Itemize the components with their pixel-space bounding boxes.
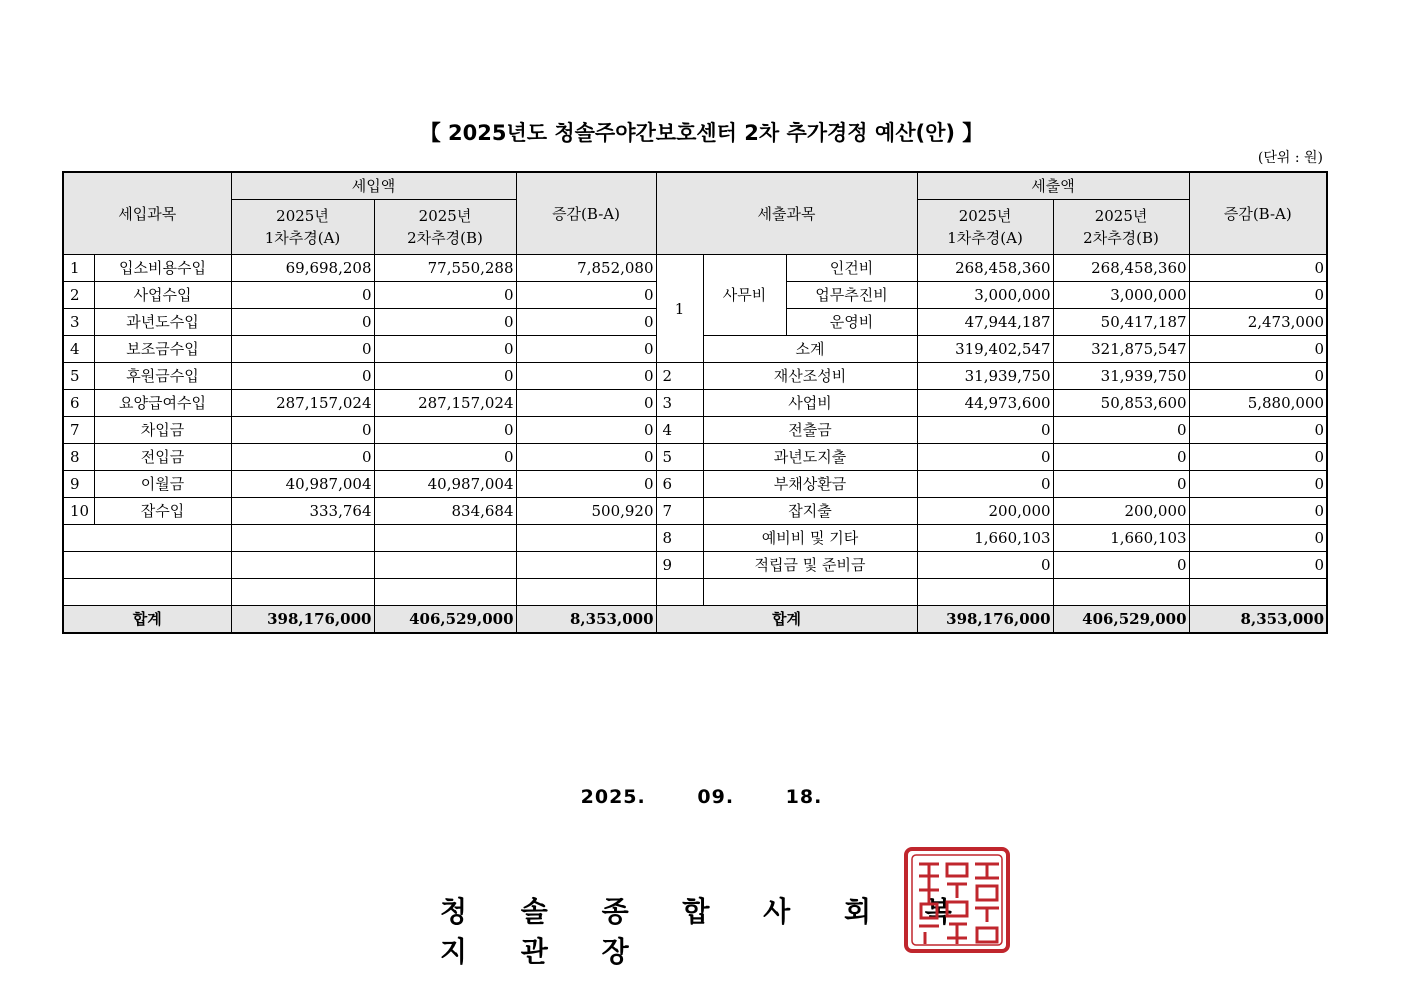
exp-office-no: 1 — [656, 255, 703, 363]
col-b-label: 2차추경(B) — [407, 229, 483, 247]
exp-name: 사업비 — [703, 390, 917, 417]
exp-item-name: 운영비 — [786, 309, 917, 336]
exp-a: 0 — [917, 471, 1053, 498]
rev-b: 0 — [374, 444, 516, 471]
official-seal-icon — [903, 846, 1011, 954]
rev-b: 0 — [374, 363, 516, 390]
rev-a: 0 — [231, 336, 374, 363]
rev-no: 8 — [63, 444, 94, 471]
exp-b: 200,000 — [1053, 498, 1189, 525]
rev-total-a: 398,176,000 — [231, 606, 374, 634]
exp-no: 2 — [656, 363, 703, 390]
col-a-label: 1차추경(A) — [947, 229, 1023, 247]
rev-total-diff: 8,353,000 — [516, 606, 656, 634]
rev-diff: 500,920 — [516, 498, 656, 525]
rev-a: 69,698,208 — [231, 255, 374, 282]
empty-cell — [231, 579, 374, 606]
exp-b: 31,939,750 — [1053, 363, 1189, 390]
rev-total-label: 합계 — [63, 606, 231, 634]
rev-total-b: 406,529,000 — [374, 606, 516, 634]
exp-diff: 0 — [1189, 282, 1327, 309]
header-rev-col-b — [374, 200, 516, 255]
empty-cell — [516, 525, 656, 552]
rev-b: 77,550,288 — [374, 255, 516, 282]
rev-name: 전입금 — [94, 444, 231, 471]
exp-a: 3,000,000 — [917, 282, 1053, 309]
exp-name: 잡지출 — [703, 498, 917, 525]
total-row — [63, 606, 1327, 634]
rev-no: 3 — [63, 309, 94, 336]
rev-b: 0 — [374, 282, 516, 309]
empty-cell — [516, 552, 656, 579]
rev-no: 4 — [63, 336, 94, 363]
exp-b: 50,417,187 — [1053, 309, 1189, 336]
empty-cell — [374, 525, 516, 552]
header-exp-subject: 세출과목 — [656, 172, 917, 255]
header-exp-col-b — [1053, 200, 1189, 255]
exp-name: 부채상환금 — [703, 471, 917, 498]
exp-no: 7 — [656, 498, 703, 525]
table-row — [63, 552, 1327, 579]
date-year: 2025. — [580, 786, 646, 808]
exp-no: 3 — [656, 390, 703, 417]
table-row — [63, 363, 1327, 390]
document-title: 【 2025년도 청솔주야간보호센터 2차 추가경정 예산(안) 】 — [419, 121, 984, 145]
rev-b: 0 — [374, 309, 516, 336]
header-rev-diff: 증감(B-A) — [516, 172, 656, 255]
rev-name: 보조금수입 — [94, 336, 231, 363]
rev-b: 40,987,004 — [374, 471, 516, 498]
rev-name: 이월금 — [94, 471, 231, 498]
col-a-label: 1차추경(A) — [264, 229, 341, 247]
exp-diff: 0 — [1189, 417, 1327, 444]
exp-no: 8 — [656, 525, 703, 552]
exp-office-label: 사무비 — [703, 255, 786, 336]
exp-diff: 0 — [1189, 471, 1327, 498]
rev-b: 287,157,024 — [374, 390, 516, 417]
exp-diff: 0 — [1189, 498, 1327, 525]
exp-subtotal-label: 소계 — [703, 336, 917, 363]
signature-line: 청 솔 종 합 사 회 복 지 관 장 — [440, 895, 974, 968]
rev-no: 1 — [63, 255, 94, 282]
exp-b: 268,458,360 — [1053, 255, 1189, 282]
exp-b: 0 — [1053, 444, 1189, 471]
rev-diff: 0 — [516, 363, 656, 390]
header-exp-diff: 증감(B-A) — [1189, 172, 1327, 255]
rev-name: 요양급여수입 — [94, 390, 231, 417]
exp-name: 재산조성비 — [703, 363, 917, 390]
table-row — [63, 579, 1327, 606]
rev-no: 10 — [63, 498, 94, 525]
exp-a: 47,944,187 — [917, 309, 1053, 336]
empty-cell — [703, 579, 917, 606]
exp-b: 0 — [1053, 417, 1189, 444]
header-rev-amount: 세입액 — [231, 172, 516, 200]
rev-b: 834,684 — [374, 498, 516, 525]
exp-name: 적립금 및 준비금 — [703, 552, 917, 579]
header-rev-col-a — [231, 200, 374, 255]
exp-a: 0 — [917, 417, 1053, 444]
exp-b: 0 — [1053, 552, 1189, 579]
empty-cell — [1053, 579, 1189, 606]
rev-a: 287,157,024 — [231, 390, 374, 417]
rev-diff: 0 — [516, 417, 656, 444]
rev-name: 사업수입 — [94, 282, 231, 309]
exp-a: 0 — [917, 552, 1053, 579]
exp-b: 3,000,000 — [1053, 282, 1189, 309]
rev-b: 0 — [374, 336, 516, 363]
table-row — [63, 498, 1327, 525]
exp-total-diff: 8,353,000 — [1189, 606, 1327, 634]
table-row — [63, 255, 1327, 282]
col-a-year: 2025년 — [958, 207, 1012, 225]
rev-diff: 0 — [516, 471, 656, 498]
table-row — [63, 444, 1327, 471]
empty-cell — [63, 579, 231, 606]
rev-a: 40,987,004 — [231, 471, 374, 498]
rev-diff: 0 — [516, 309, 656, 336]
exp-diff: 0 — [1189, 525, 1327, 552]
col-b-year: 2025년 — [418, 207, 472, 225]
exp-total-label: 합계 — [656, 606, 917, 634]
col-b-label: 2차추경(B) — [1083, 229, 1159, 247]
rev-a: 333,764 — [231, 498, 374, 525]
exp-b: 50,853,600 — [1053, 390, 1189, 417]
empty-cell — [374, 552, 516, 579]
header-rev-subject: 세입과목 — [63, 172, 231, 255]
exp-a: 1,660,103 — [917, 525, 1053, 552]
rev-a: 0 — [231, 363, 374, 390]
exp-a: 319,402,547 — [917, 336, 1053, 363]
rev-no: 2 — [63, 282, 94, 309]
empty-cell — [1189, 579, 1327, 606]
exp-a: 200,000 — [917, 498, 1053, 525]
rev-a: 0 — [231, 444, 374, 471]
exp-a: 0 — [917, 444, 1053, 471]
table-row — [63, 390, 1327, 417]
exp-diff: 0 — [1189, 363, 1327, 390]
exp-diff: 5,880,000 — [1189, 390, 1327, 417]
exp-b: 321,875,547 — [1053, 336, 1189, 363]
rev-no: 5 — [63, 363, 94, 390]
rev-a: 0 — [231, 309, 374, 336]
exp-no: 5 — [656, 444, 703, 471]
col-a-year: 2025년 — [276, 207, 329, 225]
table-row — [63, 417, 1327, 444]
header-exp-amount: 세출액 — [917, 172, 1189, 200]
rev-diff: 0 — [516, 282, 656, 309]
rev-a: 0 — [231, 417, 374, 444]
document-date — [0, 786, 1403, 808]
rev-diff: 0 — [516, 444, 656, 471]
exp-total-b: 406,529,000 — [1053, 606, 1189, 634]
unit-label: (단위 : 원) — [1257, 150, 1323, 166]
exp-diff: 2,473,000 — [1189, 309, 1327, 336]
rev-diff: 0 — [516, 336, 656, 363]
table-row — [63, 471, 1327, 498]
table-row — [63, 525, 1327, 552]
rev-no: 6 — [63, 390, 94, 417]
col-b-year: 2025년 — [1094, 207, 1148, 225]
exp-name: 과년도지출 — [703, 444, 917, 471]
exp-b: 1,660,103 — [1053, 525, 1189, 552]
exp-a: 268,458,360 — [917, 255, 1053, 282]
exp-name: 예비비 및 기타 — [703, 525, 917, 552]
empty-cell — [63, 525, 231, 552]
exp-a: 31,939,750 — [917, 363, 1053, 390]
rev-name: 입소비용수입 — [94, 255, 231, 282]
empty-cell — [63, 552, 231, 579]
exp-diff: 0 — [1189, 255, 1327, 282]
empty-cell — [917, 579, 1053, 606]
exp-no: 4 — [656, 417, 703, 444]
empty-cell — [516, 579, 656, 606]
date-month: 09. — [697, 786, 735, 808]
exp-diff: 0 — [1189, 336, 1327, 363]
exp-no: 6 — [656, 471, 703, 498]
exp-diff: 0 — [1189, 552, 1327, 579]
rev-no: 9 — [63, 471, 94, 498]
header-exp-col-a — [917, 200, 1053, 255]
exp-item-name: 업무추진비 — [786, 282, 917, 309]
rev-name: 과년도수입 — [94, 309, 231, 336]
rev-diff: 0 — [516, 390, 656, 417]
date-day: 18. — [785, 786, 823, 808]
rev-a: 0 — [231, 282, 374, 309]
rev-name: 잡수입 — [94, 498, 231, 525]
empty-cell — [374, 579, 516, 606]
budget-table — [62, 171, 1328, 634]
exp-total-a: 398,176,000 — [917, 606, 1053, 634]
exp-b: 0 — [1053, 471, 1189, 498]
exp-item-name: 인건비 — [786, 255, 917, 282]
rev-name: 차입금 — [94, 417, 231, 444]
exp-diff: 0 — [1189, 444, 1327, 471]
rev-b: 0 — [374, 417, 516, 444]
rev-no: 7 — [63, 417, 94, 444]
rev-diff: 7,852,080 — [516, 255, 656, 282]
rev-name: 후원금수입 — [94, 363, 231, 390]
empty-cell — [231, 552, 374, 579]
empty-cell — [656, 579, 703, 606]
exp-a: 44,973,600 — [917, 390, 1053, 417]
empty-cell — [231, 525, 374, 552]
exp-no: 9 — [656, 552, 703, 579]
exp-name: 전출금 — [703, 417, 917, 444]
